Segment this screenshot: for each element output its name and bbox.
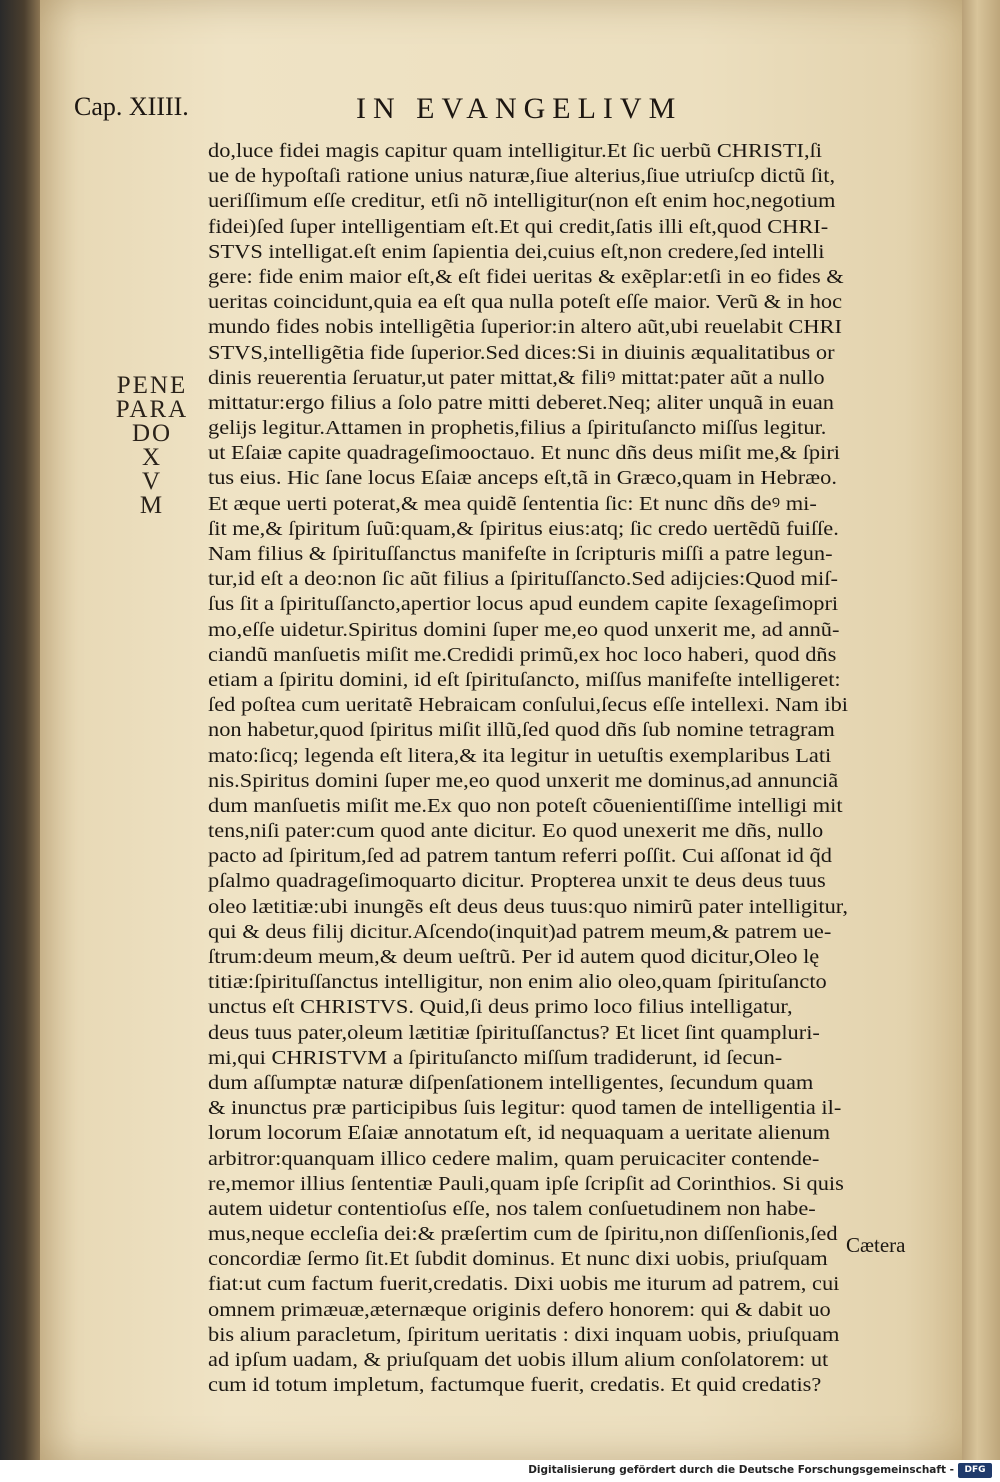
margin-note-line: PENE — [116, 372, 188, 399]
funding-credit: Digitalisierung gefördert durch die Deutsche Forschungsgemeinschaft - — [528, 1464, 954, 1476]
text-line: Et æque uerti poterat,& mea quidẽ ſententia ſic: Et nunc dñs deꝰ mi- — [208, 492, 817, 515]
text-line: fiat:ut cum factum fuerit,credatis. Dixi uobis me iturum ad patrem, cui — [208, 1273, 840, 1296]
text-line: titiæ:ſpirituſſanctus intelligitur, non enim alio oleo,quam ſpirituſancto — [208, 971, 827, 994]
text-line: mi,qui CHRISTVM a ſpirituſancto miſſum tradiderunt, id ſecun- — [208, 1046, 783, 1069]
text-line: tur,id eſt a deo:non ſic aũt filius a ſpirituſſancto.Sed adijcies:Quod miſ- — [208, 568, 838, 591]
text-line: etiam a ſpiritu domini, id eſt ſpirituſancto, miſſus manifeſte intelligeret: — [208, 668, 841, 691]
text-line: non habetur,quod ſpiritus miſit illũ,ſed quod dñs ſub nomine tetragram — [208, 719, 835, 742]
text-line: ueriſſimum eſſe creditur, etſi nõ intelligitur(non eſt enim hoc,negotium — [208, 190, 836, 213]
margin-note-line: PARA — [115, 396, 189, 423]
text-line: ſtrum:deum meum,& deum ueſtrũ. Per id autem quod dicitur,Oleo lę — [208, 946, 820, 968]
text-line: ciandũ manſuetis miſit me.Credidi primũ,ex hoc loco haberi, quod dñs — [208, 643, 837, 666]
text-line: ſus ſit a ſpirituſſancto,apertior locus apud eundem capite ſexageſimopri — [208, 593, 839, 616]
text-line: pſalmo quadrageſimoquarto dicitur. Propterea unxit te deus deus tuus — [208, 870, 826, 893]
text-line: mittatur:ergo filius a ſolo patre mitti deberet.Neq; aliter unquã in euan — [208, 391, 834, 414]
margin-note-line: M — [139, 492, 165, 519]
text-line: unctus eſt CHRISTVS. Quid,ſi deus primo loco filius intelligatur, — [208, 996, 793, 1019]
text-line: mo,eſſe uidetur.Spiritus domini ſuper me,eo quod unxerit me, ad annũ- — [208, 618, 840, 641]
text-line: dum aſſumptæ naturæ diſpenſationem intelligentes, ſecundum quam — [208, 1071, 814, 1094]
text-line: pacto ad ſpiritum,ſed ad patrem tantum referri poſſit. Cui aſſonat id q̃d — [208, 845, 832, 868]
margin-note — [104, 374, 200, 518]
text-line: qui & deus filij dicitur.Aſcendo(inquit)ad patrem meum,& patrem ue- — [208, 920, 832, 943]
text-line: gere: fide enim maior eſt,& eſt fidei ueritas & exẽplar:etſi in eo fides & — [208, 265, 844, 288]
text-line: Nam filius & ſpirituſſanctus manifeſte in ſcripturis miſſi a patre legun- — [208, 543, 833, 565]
text-line: dum manſuetis miſit me.Ex quo non poteſt cõuenientiſſime intelligi mit — [208, 794, 843, 817]
text-line: arbitror:quanquam illico cedere malim, quam peruicaciter contende- — [208, 1147, 820, 1170]
text-line: do,luce fidei magis capitur quam intelligitur.Et ſic uerbũ CHRISTI,ſi — [208, 140, 823, 162]
text-line: ad ipſum uadam, & priuſquam det uobis illum alium conſolatorem: ut — [208, 1349, 829, 1371]
text-line: cum id totum impletum, factumque fuerit, credatis. Et quid credatis? — [208, 1374, 822, 1397]
text-line: dinis reuerentia ſeruatur,ut pater mittat,& filiꝰ mittat:pater aũt a nullo — [208, 366, 825, 389]
text-line: ſit me,& ſpiritum ſuũ:quam,& ſpiritus eius:atq; ſic credo uertẽdũ fuiſſe. — [208, 517, 839, 540]
margin-note-line: DO — [131, 420, 173, 447]
text-line: ueritas coincidunt,quia ea eſt qua nulla poteſt eſſe maior. Verũ & in hoc — [208, 291, 843, 314]
text-line: mundo fides nobis intelligẽtia ſuperior:in altero aũt,ubi reuelabit CHRI — [208, 316, 842, 339]
text-line: concordiæ ſermo ſit.Et ſubdit dominus. Et nunc dixi uobis, priuſquam — [208, 1248, 828, 1271]
catchword: Cætera — [846, 1233, 906, 1257]
book-binding — [0, 0, 40, 1460]
text-line: omnem primæuæ,æternæque originis defero honorem: qui & dabit uo — [208, 1298, 831, 1321]
text-line: fidei)ſed ſuper intelligentiam eſt.Et qui credit,ſatis illi eſt,quod CHRI- — [208, 215, 829, 238]
text-line: STVS intelligat.eſt enim ſapientia dei,cuius eſt,non credere,ſed intelli — [208, 240, 825, 263]
text-line: & inunctus præ participibus ſuis legitur: quod tamen de intelligentia il- — [208, 1097, 842, 1120]
text-line: tus eius. Hic ſane locus Eſaiæ anceps eſt,tã in Græco,quam in Hebræo. — [208, 467, 837, 490]
dfg-logo: DFG — [958, 1463, 992, 1478]
text-line: re,memor illius ſententiæ Pauli,quam ipſe ſcripſit ad Corinthios. Si quis — [208, 1172, 844, 1195]
margin-note-line: X — [141, 444, 163, 471]
text-line: ſed poſtea cum ueritatẽ Hebraicam conſului,ſecus eſſe intellexi. Nam ibi — [208, 694, 849, 717]
text-line: ue de hypoſtaſi ratione unius naturæ,ſiue alterius,ſiue utriuſcp dictũ ſit, — [208, 165, 836, 188]
text-line: autem uidetur contentioſus eſſe, nos talem conſuetudinem non habe- — [208, 1197, 816, 1220]
text-line: bis alium paracletum, ſpiritum ueritatis : dixi inquam uobis, priuſquam — [208, 1323, 840, 1346]
running-title: IN EVANGELIVM — [356, 92, 683, 125]
page-edge — [962, 0, 1000, 1460]
text-line: lorum locorum Eſaiæ annotatum eſt, id nequaquam a ueritate alienum — [208, 1122, 831, 1145]
margin-note-line: V — [141, 468, 163, 495]
text-line: STVS,intelligẽtia fide ſuperior.Sed dices:Si in diuinis æqualitatibus or — [208, 341, 835, 364]
text-line: oleo lætitiæ:ubi inungẽs eſt deus deus tuus:quo nimirũ pater intelligitur, — [208, 895, 848, 918]
text-line: ut Eſaiæ capite quadrageſimooctauo. Et nunc dñs deus miſit me,& ſpiri — [208, 442, 841, 465]
text-line: mato:ſicq; legenda eſt litera,& ita legitur in uetuſtis exemplaribus Lati — [208, 744, 832, 767]
text-line: mus,neque eccleſia dei:& præſertim cum de ſpiritu,non diſſenſionis,ſed — [208, 1223, 838, 1246]
text-line: nis.Spiritus domini ſuper me,eo quod unxerit me dominus,ad annunciã — [208, 769, 839, 792]
text-line: gelijs legitur.Attamen in prophetis,filius a ſpirituſancto miſſus legitur. — [208, 417, 827, 440]
text-line: deus tuus pater,oleum lætitiæ ſpirituſſanctus? Et licet ſint quampluri- — [208, 1021, 820, 1044]
text-line: tens,niſi pater:cum quod ante dicitur. Eo quod unexerit me dñs, nullo — [208, 820, 824, 843]
chapter-label: Cap. XIIII. — [74, 92, 189, 121]
body-text — [208, 139, 938, 1398]
